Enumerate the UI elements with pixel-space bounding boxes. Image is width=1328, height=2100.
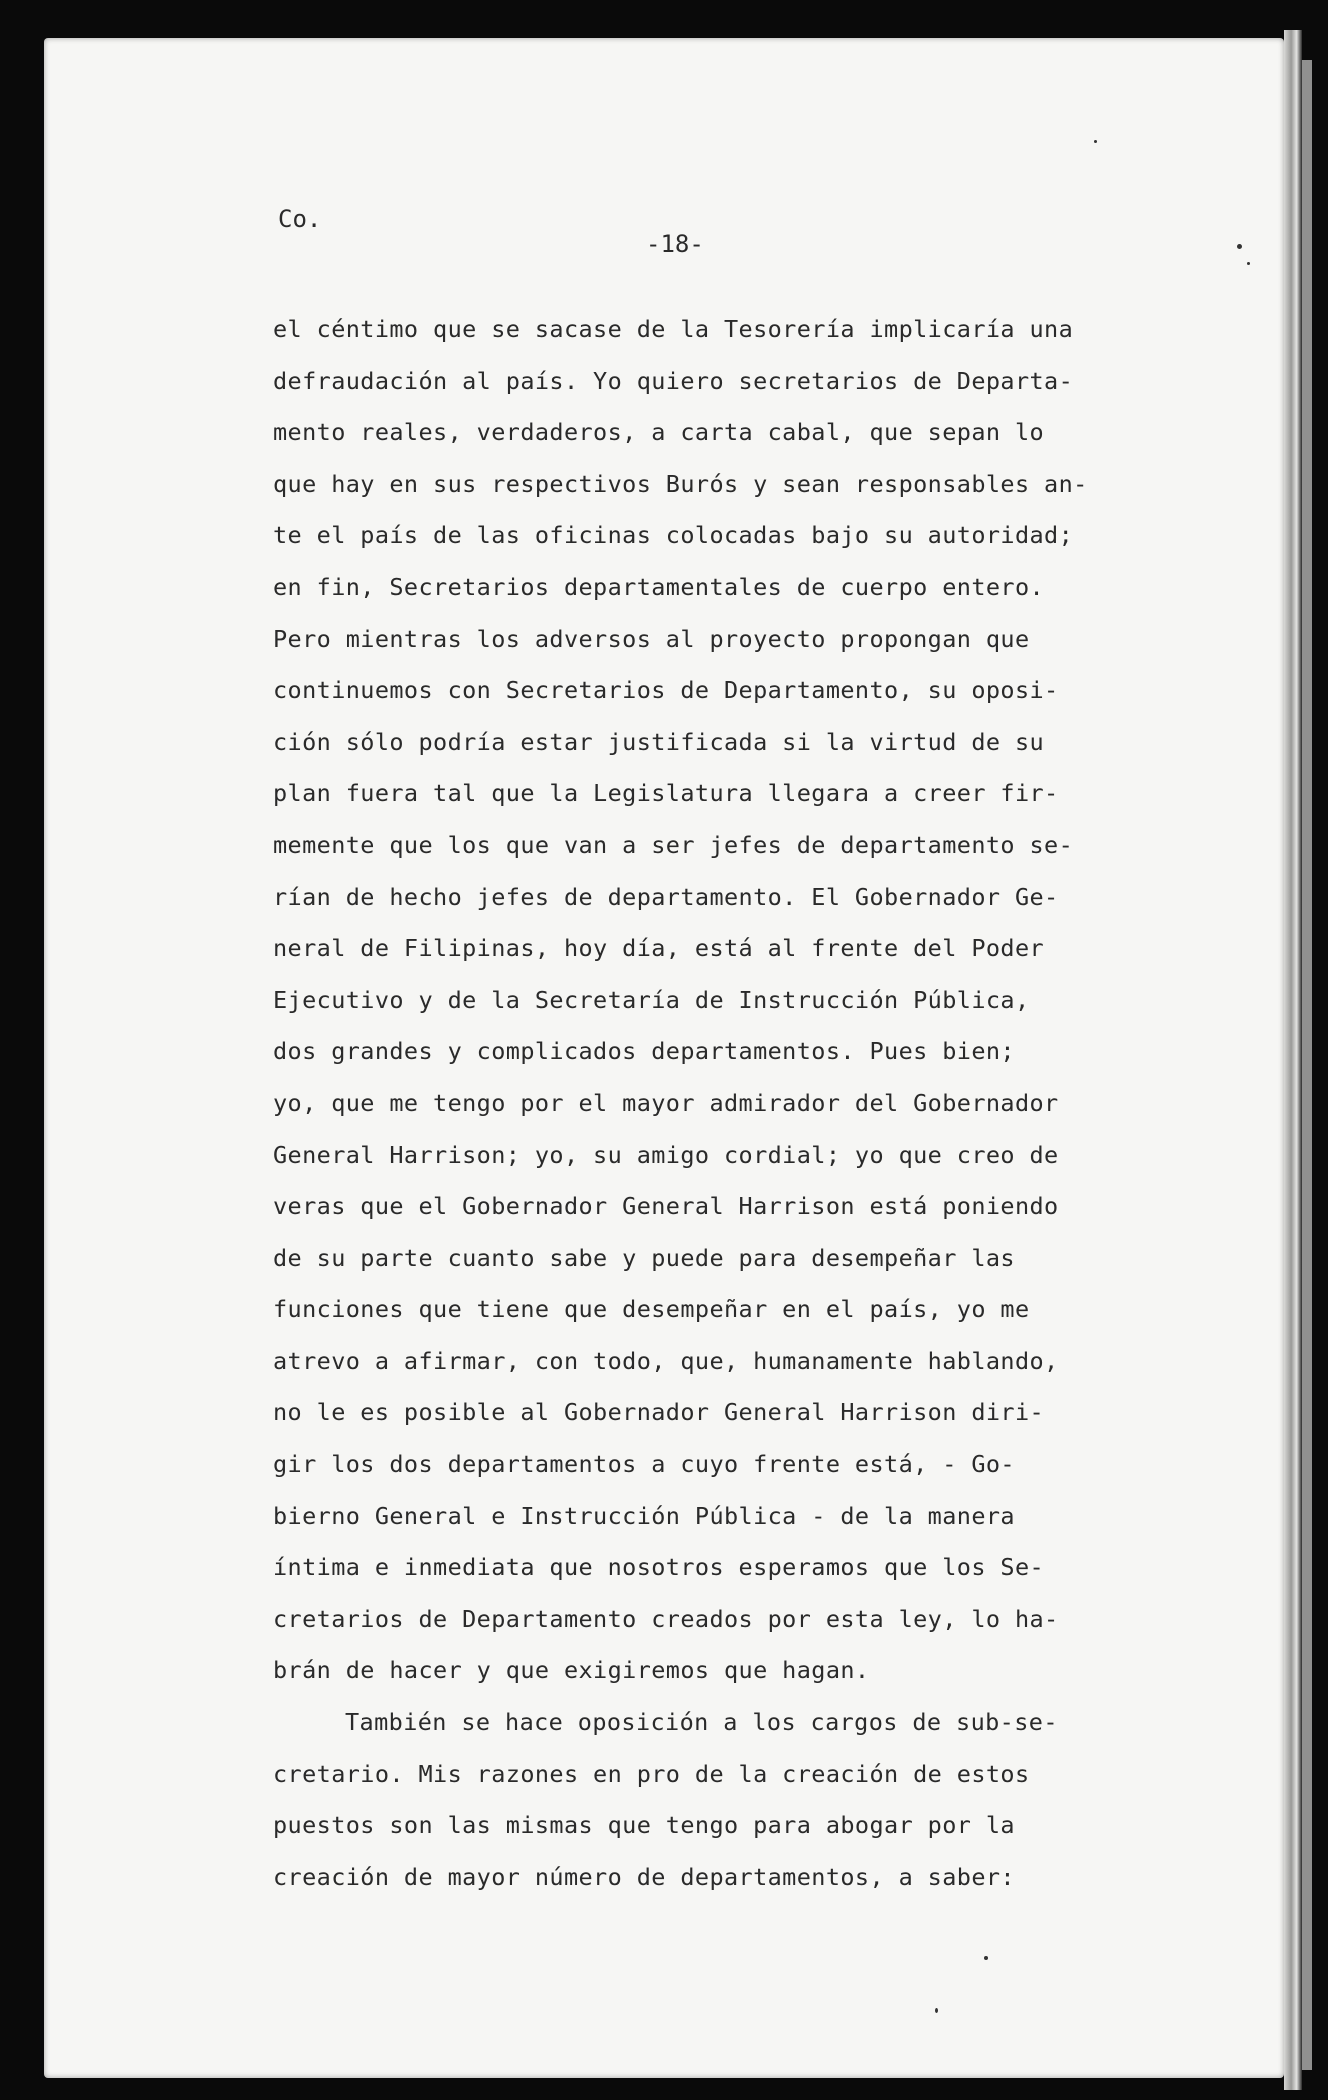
text-line: General Harrison; yo, su amigo cordial; yo que creo de bbox=[273, 1140, 1059, 1169]
text-line: rían de hecho jefes de departamento. El Gobernador Ge- bbox=[273, 882, 1059, 911]
text-line: te el país de las oficinas colocadas bajo su autoridad; bbox=[273, 521, 1074, 550]
scan-speck bbox=[984, 1956, 988, 1960]
text-line: que hay en sus respectivos Burós y sean responsables an- bbox=[273, 469, 1088, 498]
text-line: en fin, Secretarios departamentales de cuerpo entero. bbox=[273, 572, 1045, 601]
text-line: veras que el Gobernador General Harrison está poniendo bbox=[273, 1192, 1059, 1221]
text-line: plan fuera tal que la Legislatura llegara a creer fir- bbox=[273, 779, 1059, 808]
scan-speck bbox=[1094, 140, 1097, 143]
scan-speck bbox=[1237, 244, 1242, 249]
text-line: atrevo a afirmar, con todo, que, humanamente hablando, bbox=[273, 1346, 1059, 1375]
text-line: cretario. Mis razones en pro de la creación de estos bbox=[273, 1759, 1030, 1788]
paper-edge-shadow bbox=[1302, 60, 1312, 2070]
text-line: Ejecutivo y de la Secretaría de Instrucción Pública, bbox=[273, 985, 1030, 1014]
text-line: continuemos con Secretarios de Departamento, su oposi- bbox=[273, 676, 1059, 705]
scan-speck bbox=[1247, 262, 1250, 265]
text-line: puestos son las mismas que tengo para abogar por la bbox=[273, 1811, 1015, 1840]
text-line: yo, que me tengo por el mayor admirador del Gobernador bbox=[273, 1088, 1059, 1117]
text-line: creación de mayor número de departamentos, a saber: bbox=[273, 1862, 1015, 1891]
text-line: gir los dos departamentos a cuyo frente está, - Go- bbox=[273, 1450, 1015, 1479]
text-line: ción sólo podría estar justificada si la virtud de su bbox=[273, 727, 1045, 756]
text-line: neral de Filipinas, hoy día, está al frente del Poder bbox=[273, 934, 1045, 963]
text-line: brán de hacer y que exigiremos que hagan. bbox=[273, 1656, 870, 1685]
text-line: funciones que tiene que desempeñar en el país, yo me bbox=[273, 1295, 1030, 1324]
text-line: no le es posible al Gobernador General Harrison diri- bbox=[273, 1398, 1045, 1427]
header-left-mark: Co. bbox=[278, 205, 322, 233]
paper-edge bbox=[1284, 30, 1302, 2090]
text-line: cretarios de Departamento creados por esta ley, lo ha- bbox=[273, 1604, 1059, 1633]
document-body bbox=[273, 304, 1128, 1903]
text-line: defraudación al país. Yo quiero secretarios de Departa- bbox=[273, 366, 1074, 395]
scan-speck bbox=[935, 2008, 938, 2013]
text-line: bierno General e Instrucción Pública - de la manera bbox=[273, 1501, 1015, 1530]
text-line: íntima e inmediata que nosotros esperamos que los Se- bbox=[273, 1553, 1045, 1582]
text-line: memente que los que van a ser jefes de departamento se- bbox=[273, 830, 1074, 859]
page-number: -18- bbox=[646, 230, 704, 258]
text-line: el céntimo que se sacase de la Tesorería implicaría una bbox=[273, 315, 1074, 343]
text-line: mento reales, verdaderos, a carta cabal, que sepan lo bbox=[273, 418, 1045, 447]
paragraph-start-line: También se hace oposición a los cargos de sub-se- bbox=[345, 1708, 1058, 1737]
text-line: de su parte cuanto sabe y puede para desempeñar las bbox=[273, 1243, 1015, 1272]
text-line: Pero mientras los adversos al proyecto propongan que bbox=[273, 624, 1030, 653]
text-line: dos grandes y complicados departamentos. Pues bien; bbox=[273, 1037, 1015, 1066]
